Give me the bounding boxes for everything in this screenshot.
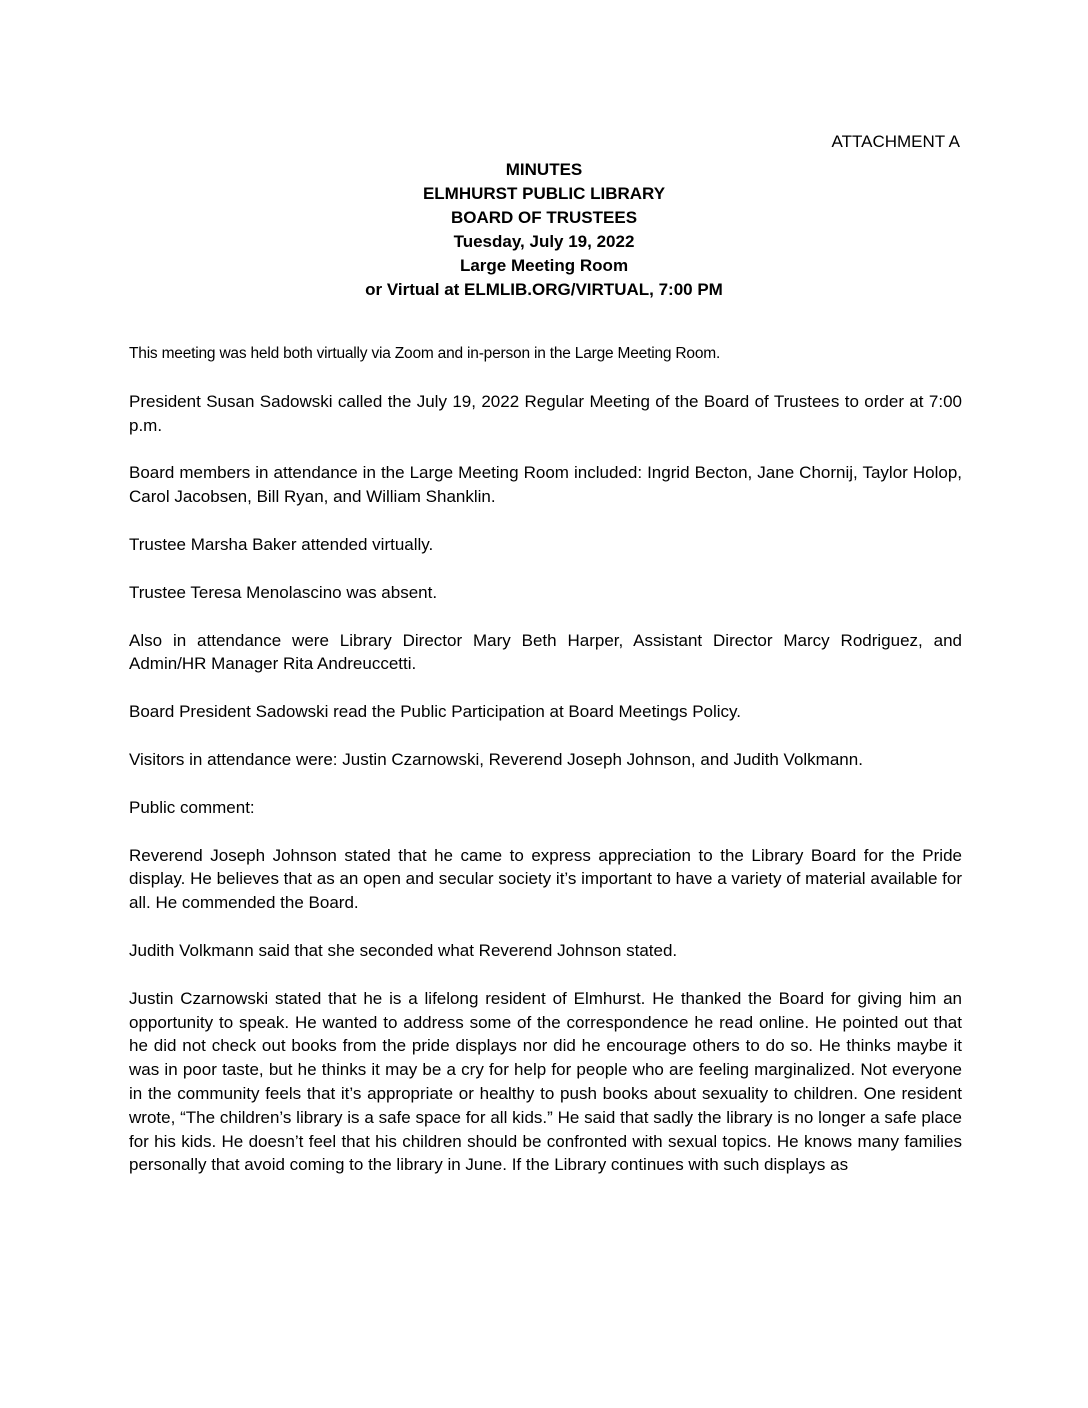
paragraph-absent: Trustee Teresa Menolascino was absent.	[129, 582, 438, 602]
paragraph-policy-read: Board President Sadowski read the Public Participation at Board Meetings Policy.	[129, 702, 742, 722]
header-location: Large Meeting Room	[459, 256, 629, 275]
paragraph-comment-czarnowski: Justin Czarnowski stated that he is a lifelong resident of Elmhurst. He thanked the Board for giving him an opportunity to speak. He wanted to address some of the correspondence he read online. He pointed out that he did not check out books from the pride displays nor did he encourage others to do so. He thinks maybe it was in poor taste, but he thinks it may be a cry for help for people who are feeling marginalized. Not everyone in the community feels that it’s appropriate or healthy to push books about sexuality to children. One resident wrote, “The children’s library is a safe space for all kids.” He said that sadly the library is no longer a safe place for his kids. He doesn’t feel that his children should be confronted with sexual topics. He knows many families personally that avoid coming to the library in June. If the Library continues with such displays as	[129, 988, 962, 1175]
paragraph-virtual-attendance: Trustee Marsha Baker attended virtually.	[129, 534, 434, 554]
header-virtual-location: or Virtual at ELMLIB.ORG/VIRTUAL, 7:00 PM	[365, 280, 723, 299]
header-date: Tuesday, July 19, 2022	[453, 232, 635, 251]
paragraph-public-comment-heading: Public comment:	[129, 797, 255, 817]
paragraph-comment-volkmann: Judith Volkmann said that she seconded what Reverend Johnson stated.	[129, 940, 678, 960]
header-organization: ELMHURST PUBLIC LIBRARY	[422, 184, 666, 203]
header-body: BOARD OF TRUSTEES	[450, 208, 638, 227]
paragraph-call-to-order: President Susan Sadowski called the July 19, 2022 Regular Meeting of the Board of Trustees to order at 7:00 p.m.	[129, 391, 962, 435]
paragraph-meeting-format: This meeting was held both virtually via Zoom and in-person in the Large Meeting Room.	[129, 345, 721, 362]
minutes-header	[0, 158, 1088, 302]
paragraph-board-attendance: Board members in attendance in the Large Meeting Room included: Ingrid Becton, Jane Chornij, Taylor Holop, Carol Jacobsen, Bill Ryan, and William Shanklin.	[129, 463, 962, 507]
paragraph-staff-attendance: Also in attendance were Library Director Mary Beth Harper, Assistant Director Marcy Rodriguez, and Admin/HR Manager Rita Andreuccetti.	[129, 630, 962, 674]
header-title: MINUTES	[505, 160, 583, 179]
attachment-label: ATTACHMENT A	[831, 132, 960, 151]
paragraph-visitors: Visitors in attendance were: Justin Czarnowski, Reverend Joseph Johnson, and Judith Volkmann.	[129, 749, 863, 769]
minutes-body	[129, 342, 962, 1201]
paragraph-comment-johnson: Reverend Joseph Johnson stated that he came to express appreciation to the Library Board for the Pride display. He believes that as an open and secular society it’s important to have a variety of material available for all. He commended the Board.	[129, 845, 962, 913]
